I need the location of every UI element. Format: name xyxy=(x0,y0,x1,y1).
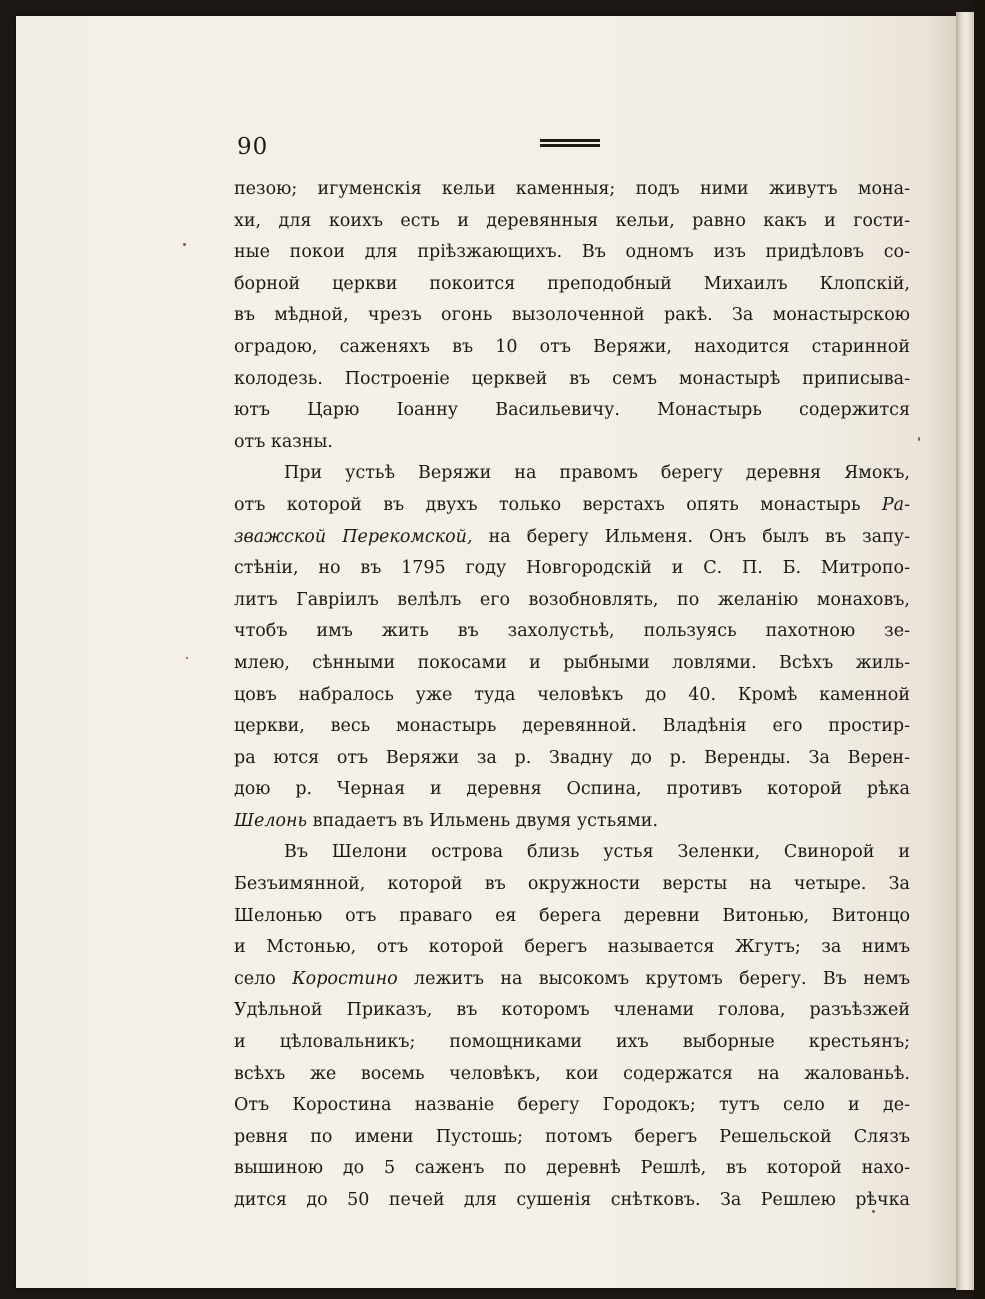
text-line: стѣніи, но въ 1795 году Новгородскій и С. П. Б. Митропо- xyxy=(234,558,910,579)
text-line: литъ Гавріилъ велѣлъ его возобновлять, по желанію монаховъ, xyxy=(234,589,910,610)
text-line: Безъимянной, которой въ окружности версты на четыре. За xyxy=(234,874,910,895)
text-line: Удѣльной Приказъ, въ которомъ членами голова, разъѣзжей xyxy=(234,1000,910,1021)
text-line: и Мстонью, отъ которой берегъ называется Жгутъ; за нимъ xyxy=(234,937,910,958)
text-line: ра ются отъ Веряжи за р. Звадну до р. Веренды. За Верен- xyxy=(234,747,910,768)
text-line xyxy=(234,806,910,838)
text-line: въ мѣдной, чрезъ огонь вызолоченной ракѣ. За монастырскою xyxy=(234,305,910,326)
binding-shadow xyxy=(974,0,985,1299)
text-segment: впадаетъ въ Ильмень двумя устьями. xyxy=(307,810,659,831)
text-line: Отъ Коростина названіе берегу Городокъ; тутъ село и де- xyxy=(234,1095,910,1116)
text-line: дится до 50 печей для сушенія снѣтковъ. За Решлею рѣчка xyxy=(234,1190,910,1210)
text-line: оградою, саженяхъ въ 10 отъ Веряжи, находится старинной xyxy=(234,336,910,357)
text-line: млею, сѣнными покосами и рыбными ловлями. Всѣхъ жиль- xyxy=(234,652,910,673)
text-segment: на берегу Ильменя. Онъ былъ въ запу- xyxy=(472,526,910,547)
text-line: Шелонью отъ праваго ея берега деревни Витонью, Витонцо xyxy=(234,905,910,926)
italic-text-segment: Коростино xyxy=(292,968,398,989)
text-line: ютъ Царю Іоанну Васильевичу. Монастырь содержится xyxy=(234,400,910,421)
text-line: всѣхъ же восемь человѣкъ, кои содержатся на жалованьѣ. xyxy=(234,1063,910,1084)
text-line: ревня по имени Пустошь; потомъ берегъ Решельской Слязъ xyxy=(234,1126,910,1147)
paper-speck xyxy=(872,1210,875,1213)
text-line xyxy=(234,837,910,869)
paper-speck xyxy=(183,243,186,246)
italic-text-segment: Шелонь xyxy=(234,810,308,831)
body-text xyxy=(234,174,910,1217)
text-line xyxy=(234,490,910,522)
page-number: 90 xyxy=(237,134,269,160)
text-segment: При устьѣ Веряжи на правомъ берегу деревня Ямокъ, xyxy=(284,463,910,484)
text-line: цовъ набралось уже туда человѣкъ до 40. Кромѣ каменной xyxy=(234,684,910,705)
text-segment: Въ Шелони острова близь устья Зеленки, Свинорой и xyxy=(284,842,910,863)
text-line xyxy=(234,458,910,490)
text-line: борной церкви покоится преподобный Михаилъ Клопскій, xyxy=(234,273,910,294)
paper-speck xyxy=(918,437,920,441)
text-line: ные покои для пріѣзжающихъ. Въ одномъ изъ придѣловъ со- xyxy=(234,242,910,263)
header-ornament-rule xyxy=(540,139,600,151)
italic-text-segment: Ра- xyxy=(881,494,910,515)
text-line: пезою; игуменскія кельи каменныя; подъ ними живутъ мона- xyxy=(234,179,910,199)
text-line: чтобъ имъ жить въ захолустьѣ, пользуясь пахотною зе- xyxy=(234,621,910,642)
text-segment: отъ которой въ двухъ только верстахъ опять монастырь xyxy=(234,494,882,515)
text-segment: лежитъ на высокомъ крутомъ берегу. Въ немъ xyxy=(397,968,910,989)
text-line: вышиною до 5 саженъ по деревнѣ Решлѣ, въ которой нахо- xyxy=(234,1158,910,1179)
text-line xyxy=(234,964,910,996)
text-line: колодезь. Построеніе церквей въ семъ монастырѣ приписыва- xyxy=(234,368,910,389)
text-line: и цѣловальникъ; помощниками ихъ выборные крестьянъ; xyxy=(234,1032,910,1053)
text-line: отъ казны. xyxy=(234,431,333,452)
text-line: дою р. Черная и деревня Оспина, противъ которой рѣка xyxy=(234,779,910,800)
text-line xyxy=(234,522,910,554)
italic-text-segment: зважской Перекомской, xyxy=(234,526,473,547)
text-line: хи, для коихъ есть и деревянныя кельи, равно какъ и гости- xyxy=(234,210,910,231)
paper-speck xyxy=(186,657,188,659)
text-segment: село xyxy=(234,968,293,989)
text-line: церкви, весь монастырь деревянной. Владѣнія его простир- xyxy=(234,716,910,737)
next-page-edge xyxy=(956,12,974,1290)
